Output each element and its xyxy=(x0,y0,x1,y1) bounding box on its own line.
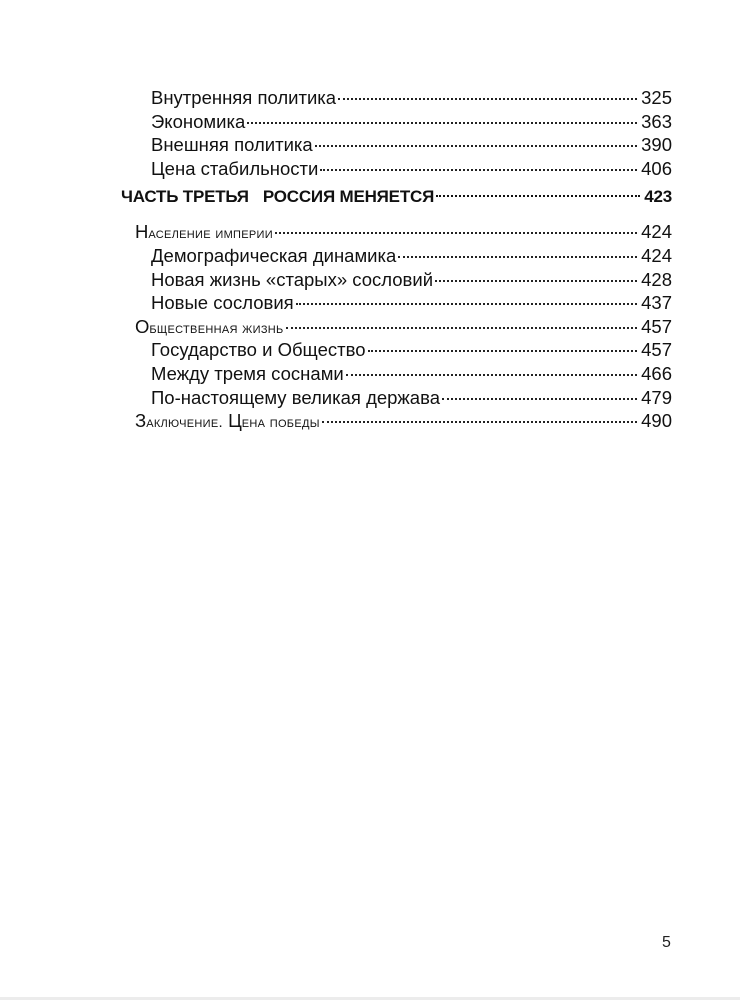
dot-leader xyxy=(286,327,638,329)
table-of-contents xyxy=(0,86,740,433)
toc-entry[interactable] xyxy=(151,86,672,110)
toc-entry[interactable] xyxy=(151,386,672,410)
dot-leader xyxy=(398,256,637,258)
toc-entry-page: 457 xyxy=(641,339,672,361)
toc-entry-title: Демографическая динамика xyxy=(151,244,397,266)
toc-entry-page: 437 xyxy=(641,292,672,314)
toc-entry-title: Внешняя политика xyxy=(151,134,313,156)
toc-entry-page: 424 xyxy=(641,244,672,266)
toc-entry-title: Цена стабильности xyxy=(151,157,319,179)
dot-leader xyxy=(296,303,637,305)
toc-chapter[interactable] xyxy=(135,220,672,244)
dot-leader xyxy=(435,280,637,282)
conclusion-title: Заключение. Цена победы xyxy=(135,410,320,432)
toc-entry-page: 479 xyxy=(641,386,672,408)
toc-entry[interactable] xyxy=(151,133,672,157)
dot-leader xyxy=(436,195,640,197)
toc-entry[interactable] xyxy=(151,157,672,181)
toc-entry[interactable] xyxy=(151,110,672,134)
part-name: РОССИЯ МЕНЯЕТСЯ xyxy=(262,187,435,207)
toc-entry[interactable] xyxy=(151,244,672,268)
toc-conclusion[interactable] xyxy=(135,409,672,433)
dot-leader xyxy=(247,122,637,124)
toc-entry-title: Экономика xyxy=(151,110,246,132)
dot-leader xyxy=(346,374,637,376)
conclusion-page: 490 xyxy=(641,410,672,432)
dot-leader xyxy=(338,98,637,100)
toc-entry-title: По-настоящему великая держава xyxy=(151,386,441,408)
toc-chapter[interactable] xyxy=(135,315,672,339)
toc-entry-title: Государство и Общество xyxy=(151,339,366,361)
dot-leader xyxy=(315,145,637,147)
dot-leader xyxy=(322,421,637,423)
toc-entry-page: 390 xyxy=(641,134,672,156)
part-page: 423 xyxy=(644,187,672,207)
dot-leader xyxy=(368,350,638,352)
toc-entry-page: 325 xyxy=(641,87,672,108)
chapter-page: 424 xyxy=(641,221,672,243)
toc-entry-page: 428 xyxy=(641,268,672,290)
dot-leader xyxy=(275,232,637,234)
toc-entry[interactable] xyxy=(151,268,672,292)
toc-entry-title: Новые сословия xyxy=(151,292,294,314)
toc-entry[interactable] xyxy=(151,338,672,362)
chapter-title: Население империи xyxy=(135,221,273,243)
toc-entry-page: 406 xyxy=(641,157,672,179)
chapter-title: Общественная жизнь xyxy=(135,315,284,337)
dot-leader xyxy=(320,169,637,171)
chapter-page: 457 xyxy=(641,315,672,337)
part-title xyxy=(121,180,436,214)
toc-entry-page: 466 xyxy=(641,362,672,384)
toc-entry[interactable] xyxy=(151,362,672,386)
page-number: 5 xyxy=(662,934,671,951)
toc-entry-title: Внутренняя политика xyxy=(151,87,337,108)
dot-leader xyxy=(442,398,637,400)
toc-entry[interactable] xyxy=(151,291,672,315)
toc-entry-page: 363 xyxy=(641,110,672,132)
part-label: ЧАСТЬ ТРЕТЬЯ xyxy=(121,187,249,207)
toc-entry-title: Между тремя соснами xyxy=(151,362,344,384)
toc-part-heading[interactable] xyxy=(121,180,672,220)
toc-entry-title: Новая жизнь «старых» сословий xyxy=(151,268,434,290)
